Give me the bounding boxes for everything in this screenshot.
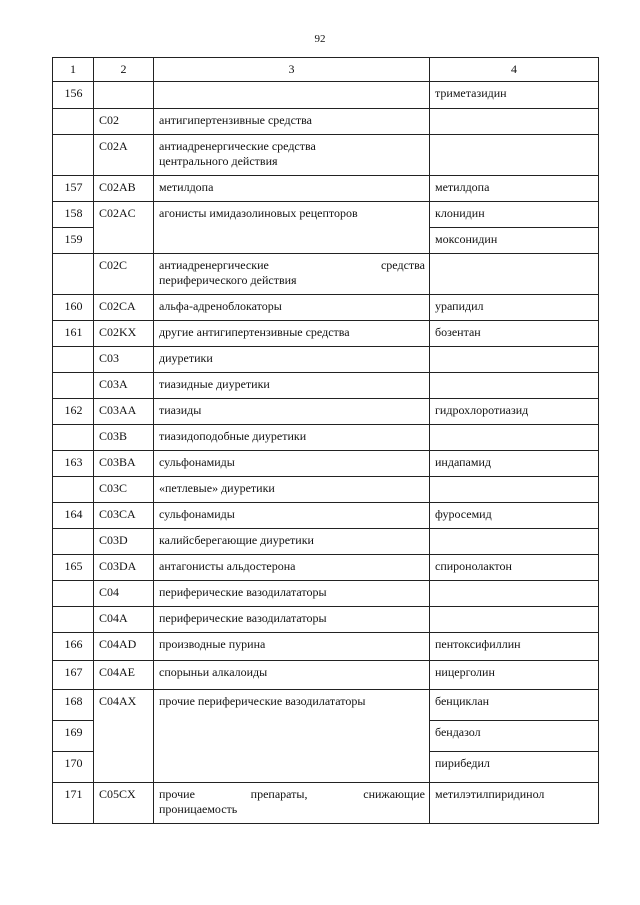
group-name-line: центрального действия <box>159 154 278 168</box>
table-row <box>53 529 599 555</box>
table-row <box>53 202 599 228</box>
drug-name <box>430 529 599 555</box>
group-name: сульфонамиды <box>154 503 430 529</box>
row-number: 162 <box>53 399 94 425</box>
table-row <box>53 109 599 135</box>
group-name: периферические вазодилататоры <box>154 581 430 607</box>
atc-code: C03 <box>94 347 154 373</box>
group-name <box>154 135 430 176</box>
drug-name <box>430 135 599 176</box>
group-name: агонисты имидазолиновых рецепторов <box>154 202 430 254</box>
group-name: антагонисты альдостерона <box>154 555 430 581</box>
atc-code: C02AB <box>94 176 154 202</box>
drug-name <box>430 425 599 451</box>
row-number <box>53 607 94 633</box>
row-number: 157 <box>53 176 94 202</box>
row-number <box>53 373 94 399</box>
column-header: 4 <box>430 58 599 82</box>
row-number: 171 <box>53 783 94 824</box>
table-row <box>53 607 599 633</box>
row-number: 169 <box>53 721 94 752</box>
atc-code: C03CA <box>94 503 154 529</box>
drug-name: индапамид <box>430 451 599 477</box>
row-number <box>53 529 94 555</box>
row-number: 161 <box>53 321 94 347</box>
table-row <box>53 82 599 109</box>
table-row <box>53 633 599 661</box>
table-row <box>53 135 599 176</box>
group-name <box>154 254 430 295</box>
group-name: метилдопа <box>154 176 430 202</box>
row-number <box>53 477 94 503</box>
table-row <box>53 783 599 824</box>
page-number: 92 <box>314 33 326 45</box>
drug-name: бенциклан <box>430 690 599 721</box>
group-name: производные пурина <box>154 633 430 661</box>
group-name: тиазиды <box>154 399 430 425</box>
group-name-line: прочие препараты, снижающие <box>159 787 425 801</box>
row-number <box>53 135 94 176</box>
row-number: 158 <box>53 202 94 228</box>
table-row <box>53 581 599 607</box>
group-name: тиазидоподобные диуретики <box>154 425 430 451</box>
drug-name: спиронолактон <box>430 555 599 581</box>
drug-name: метилдопа <box>430 176 599 202</box>
group-name: сульфонамиды <box>154 451 430 477</box>
atc-code: C03B <box>94 425 154 451</box>
group-name: прочие периферические вазодилататоры <box>154 690 430 783</box>
atc-code: C03C <box>94 477 154 503</box>
atc-code: C02KX <box>94 321 154 347</box>
atc-code: C03AA <box>94 399 154 425</box>
drug-name <box>430 477 599 503</box>
atc-code: C04 <box>94 581 154 607</box>
row-number: 160 <box>53 295 94 321</box>
atc-code: C04AX <box>94 690 154 783</box>
group-name-line: антиадренергические средства <box>159 258 425 272</box>
group-name: периферические вазодилататоры <box>154 607 430 633</box>
atc-code: C02A <box>94 135 154 176</box>
table-row <box>53 690 599 721</box>
atc-code: C03A <box>94 373 154 399</box>
atc-code: C03DA <box>94 555 154 581</box>
atc-code <box>94 82 154 109</box>
drug-name: фуросемид <box>430 503 599 529</box>
drug-name: гидрохлоротиазид <box>430 399 599 425</box>
group-name <box>154 783 430 824</box>
atc-code: C02CA <box>94 295 154 321</box>
table-row <box>53 176 599 202</box>
group-name: другие антигипертензивные средства <box>154 321 430 347</box>
atc-code: C04AD <box>94 633 154 661</box>
row-number: 165 <box>53 555 94 581</box>
drug-name: урапидил <box>430 295 599 321</box>
row-number: 163 <box>53 451 94 477</box>
drug-name: клонидин <box>430 202 599 228</box>
group-name: калийсберегающие диуретики <box>154 529 430 555</box>
group-name: «петлевые» диуретики <box>154 477 430 503</box>
drug-name: пентоксифиллин <box>430 633 599 661</box>
drug-name: пирибедил <box>430 752 599 783</box>
group-name: тиазидные диуретики <box>154 373 430 399</box>
table-row <box>53 477 599 503</box>
group-name <box>154 82 430 109</box>
drug-name: бендазол <box>430 721 599 752</box>
group-name: спорыньи алкалоиды <box>154 661 430 690</box>
row-number <box>53 254 94 295</box>
drug-name: ницерголин <box>430 661 599 690</box>
row-number <box>53 581 94 607</box>
atc-code: C04A <box>94 607 154 633</box>
row-number: 167 <box>53 661 94 690</box>
drug-name: метилэтилпиридинол <box>430 783 599 824</box>
row-number <box>53 109 94 135</box>
atc-code: C02C <box>94 254 154 295</box>
column-header: 2 <box>94 58 154 82</box>
row-number: 164 <box>53 503 94 529</box>
group-name: антигипертензивные средства <box>154 109 430 135</box>
column-header: 1 <box>53 58 94 82</box>
atc-code: C05CX <box>94 783 154 824</box>
table-row <box>53 347 599 373</box>
atc-code: C03BA <box>94 451 154 477</box>
drug-name <box>430 581 599 607</box>
group-name: диуретики <box>154 347 430 373</box>
row-number <box>53 425 94 451</box>
atc-code: C02 <box>94 109 154 135</box>
table-row <box>53 295 599 321</box>
group-name-line: антиадренергические средства <box>159 139 316 153</box>
table-row <box>53 555 599 581</box>
row-number: 168 <box>53 690 94 721</box>
drug-name: триметазидин <box>430 82 599 109</box>
table-row <box>53 425 599 451</box>
group-name-line: периферического действия <box>159 273 297 287</box>
row-number: 166 <box>53 633 94 661</box>
table-header-row <box>53 58 599 82</box>
drug-name <box>430 347 599 373</box>
group-name-line: проницаемость <box>159 802 238 816</box>
row-number: 159 <box>53 228 94 254</box>
drug-name <box>430 607 599 633</box>
drug-name: бозентан <box>430 321 599 347</box>
group-name: альфа-адреноблокаторы <box>154 295 430 321</box>
row-number: 156 <box>53 82 94 109</box>
table-row <box>53 451 599 477</box>
drug-name <box>430 254 599 295</box>
drug-classification-table <box>52 57 599 824</box>
row-number <box>53 347 94 373</box>
column-header: 3 <box>154 58 430 82</box>
table-row <box>53 661 599 690</box>
table-row <box>53 503 599 529</box>
atc-code: C04AE <box>94 661 154 690</box>
table-row <box>53 254 599 295</box>
table-row <box>53 321 599 347</box>
drug-name: моксонидин <box>430 228 599 254</box>
table-row <box>53 399 599 425</box>
drug-name <box>430 109 599 135</box>
drug-name <box>430 373 599 399</box>
row-number: 170 <box>53 752 94 783</box>
atc-code: C03D <box>94 529 154 555</box>
atc-code: C02AC <box>94 202 154 254</box>
table-row <box>53 373 599 399</box>
